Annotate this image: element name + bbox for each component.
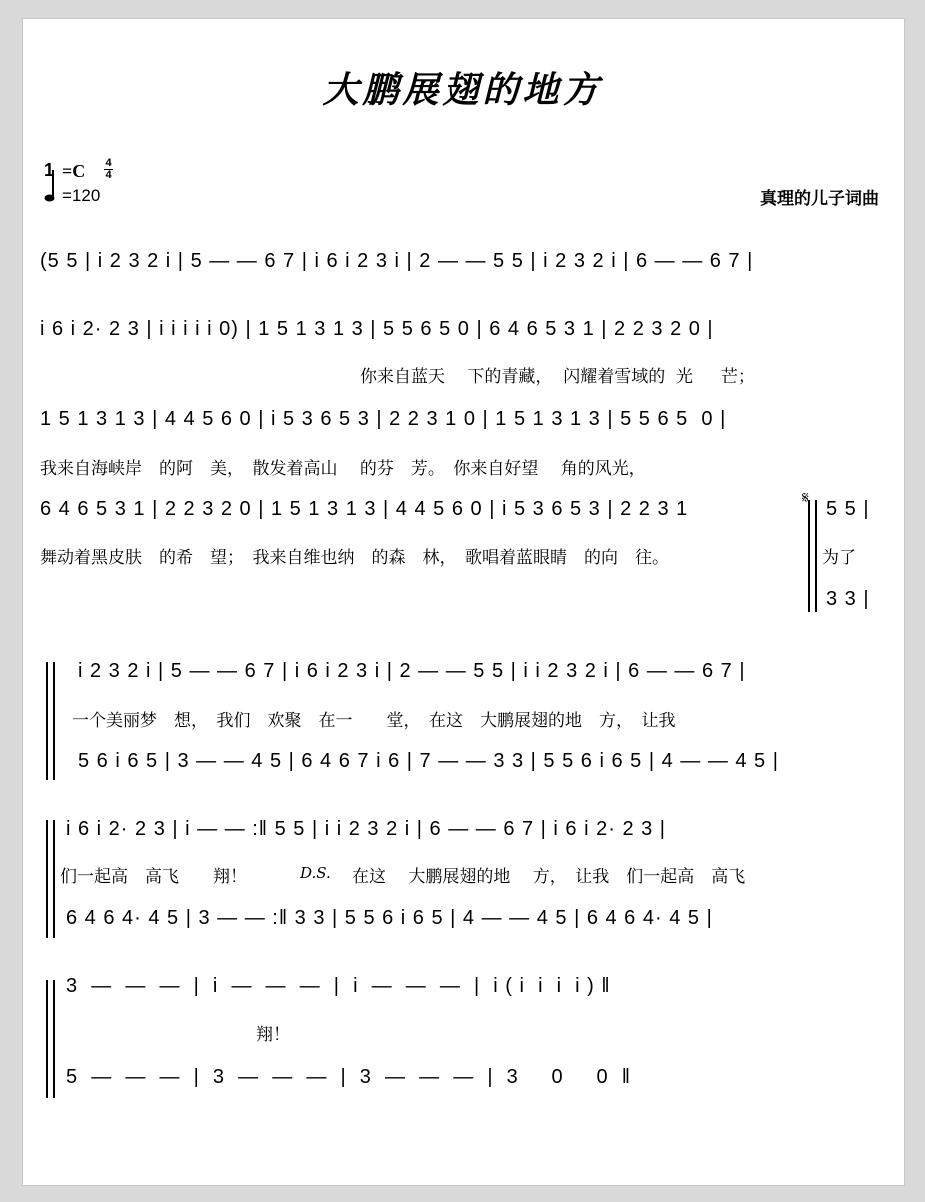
quarter-note-icon xyxy=(44,168,56,204)
notation-line-4-end: 5 5 | xyxy=(826,498,870,520)
repeat-brace xyxy=(808,500,817,612)
key-signature: =C xyxy=(62,161,86,181)
notation-line-3: 1 5 1 3 1 3 | 4 4 5 6 0 | i 5 3 6 5 3 | 2 2 3 1 0 | 1 5 1 3 1 3 | 5 5 6 5 0 | xyxy=(40,408,727,430)
notation-line-1: (5 5 | i 2 3 2 i | 5 — — 6 7 | i 6 i 2 3 i | 2 — — 5 5 | i 2 3 2 i | 6 — — 6 7 | xyxy=(40,250,754,272)
lyric-line-3: 我来自海峡岸 的阿 美， 散发着高山 的芬 芳。 你来自好望 角的风光， xyxy=(40,459,646,479)
system-brace-7 xyxy=(46,980,55,1098)
segno-icon: 𝄋 xyxy=(802,488,809,507)
notation-line-5-lower: 5 6 i 6 5 | 3 — — 4 5 | 6 4 6 7 i 6 | 7 — — 3 3 | 5 5 6 i 6 5 | 4 — — 4 5 | xyxy=(78,750,779,772)
system-brace-5 xyxy=(46,662,55,780)
notation-line-2: i 6 i 2· 2 3 | i i i i i 0) | 1 5 1 3 1 3 | 5 5 6 5 0 | 6 4 6 5 3 1 | 2 2 3 2 0 | xyxy=(40,318,714,340)
lyric-line-7: 翔！ xyxy=(256,1025,290,1045)
lyric-line-4-end: 为了 xyxy=(822,548,856,568)
lyric-line-4: 舞动着黑皮肤 的希 望； 我来自维也纳 的森 林， 歌唱着蓝眼睛 的向 往。 xyxy=(40,548,669,568)
notation-line-4-lower: 3 3 | xyxy=(826,588,870,610)
notation-line-4: 6 4 6 5 3 1 | 2 2 3 2 0 | 1 5 1 3 1 3 | 4 4 5 6 0 | i 5 3 6 5 3 | 2 2 3 1 xyxy=(40,498,689,520)
lyric-line-6-b: 在这 大鹏展翅的地 方， 让我 们一起高 高飞 xyxy=(352,867,746,887)
tempo-marking: =120 xyxy=(62,186,101,205)
lyric-line-2: 你来自蓝天 下的青藏， 闪耀着雪域的 光 芒； xyxy=(360,367,755,387)
notation-line-7: 3 — — — | i — — — | i — — — | i ( i i i i ) ‖ xyxy=(66,975,611,997)
time-signature-bottom: 4 xyxy=(105,169,112,181)
notation-line-6-lower: 6 4 6 4· 4 5 | 3 — — :‖ 3 3 | 5 5 6 i 6 5 | 4 — — 4 5 | 6 4 6 4· 4 5 | xyxy=(66,907,713,929)
composer-credit: 真理的儿子词曲 xyxy=(760,189,879,209)
da-segno-marking: D.S. xyxy=(300,864,331,882)
lyric-line-5: 一个美丽梦 想， 我们 欢聚 在一 堂， 在这 大鹏展翅的地 方， 让我 xyxy=(72,711,676,731)
notation-line-6: i 6 i 2· 2 3 | i — — :‖ 5 5 | i i 2 3 2 i | 6 — — 6 7 | i 6 i 2· 2 3 | xyxy=(66,818,666,840)
page-title: 大鹏展翅的地方 xyxy=(322,69,603,111)
time-signature xyxy=(104,158,113,181)
key-degree: 1 xyxy=(44,160,55,180)
lyric-line-6-a: 们一起高 高飞 翔！ xyxy=(60,867,247,887)
time-signature-top: 4 xyxy=(105,157,112,169)
notation-line-5: i 2 3 2 i | 5 — — 6 7 | i 6 i 2 3 i | 2 — — 5 5 | i i 2 3 2 i | 6 — — 6 7 | xyxy=(78,660,746,682)
system-brace-6 xyxy=(46,820,55,938)
notation-line-7-lower: 5 — — — | 3 — — — | 3 — — — | 3 0 0 ‖ xyxy=(66,1066,631,1088)
